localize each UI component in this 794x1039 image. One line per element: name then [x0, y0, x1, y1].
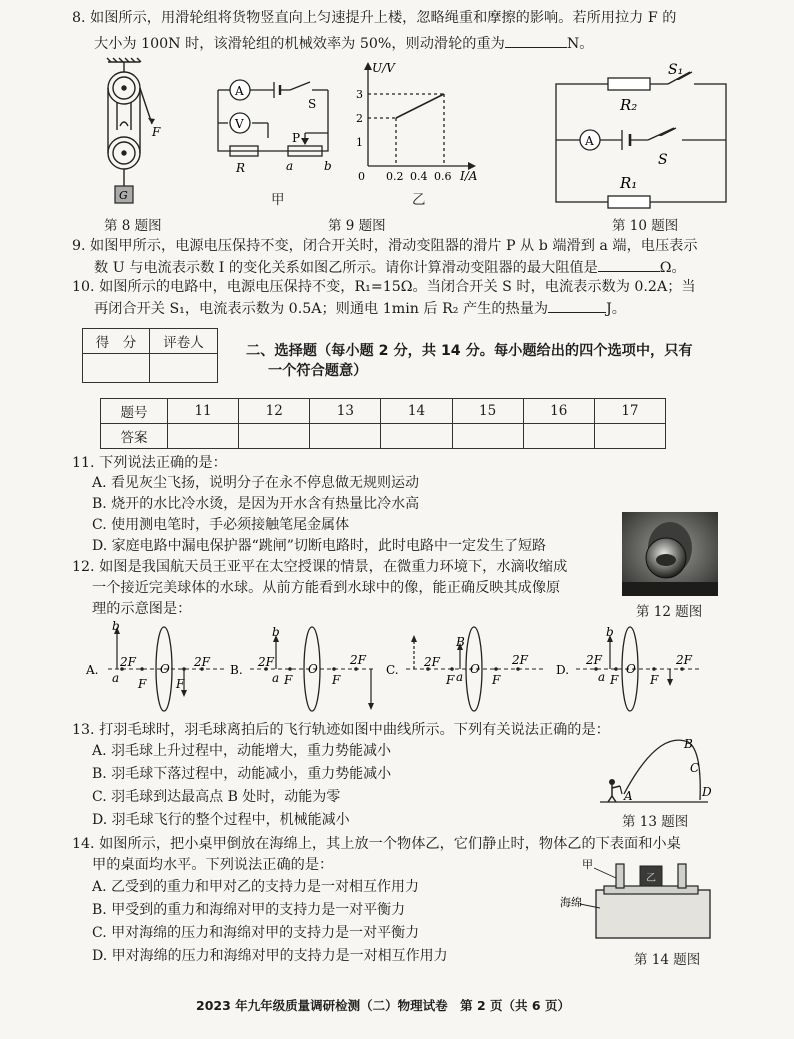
- ammeter-label: A: [585, 134, 594, 148]
- svg-text:O: O: [308, 662, 318, 676]
- svg-text:D.: D.: [556, 663, 570, 677]
- q14-option-a[interactable]: A. 乙受到的重力和甲对乙的支持力是一对相互作用力: [92, 879, 420, 895]
- table-cell: 15: [452, 399, 523, 424]
- table-row: [101, 399, 666, 424]
- circuit-jia: [208, 78, 338, 178]
- svg-text:a: a: [598, 670, 606, 684]
- sponge-label: 海绵: [560, 896, 582, 909]
- svg-text:F: F: [284, 673, 293, 687]
- svg-text:F: F: [650, 673, 659, 687]
- answer-cell[interactable]: [523, 424, 594, 449]
- svg-text:b: b: [112, 619, 120, 633]
- table-jia-label: 甲: [582, 858, 593, 871]
- graph-xlabel: I/A: [460, 169, 478, 183]
- q10-line2: 再闭合开关 S₁，电流表示数为 0.5A；则通电 1min 后 R₂ 产生的热量为 J。: [94, 298, 626, 319]
- q11-option-b[interactable]: B. 烧开的水比冷水烫，是因为开水含有热量比冷水高: [92, 496, 420, 512]
- graph-origin: 0: [358, 170, 365, 183]
- x-tick: 0.6: [434, 170, 452, 183]
- end-a-label: a: [286, 159, 294, 173]
- lens-option-c: [386, 627, 544, 711]
- svg-text:C.: C.: [386, 663, 399, 677]
- q8-line1: 8. 如图所示，用滑轮组将货物竖直向上匀速提升上楼，忽略绳重和摩擦的影响。若所用拉力 F 的: [72, 10, 677, 26]
- switch-s1-label: S₁: [668, 62, 684, 78]
- table-cell: 16: [523, 399, 594, 424]
- point-c: C: [690, 761, 700, 775]
- y-tick: 1: [356, 136, 363, 149]
- table-cell: 11: [168, 399, 239, 424]
- row-header: 题号: [101, 399, 168, 424]
- svg-text:O: O: [626, 662, 636, 676]
- q11-option-c[interactable]: C. 使用测电笔时，手必须接触笔尾金属体: [92, 517, 350, 533]
- q9-line1: 9. 如图甲所示，电源电压保持不变，闭合开关时，滑动变阻器的滑片 P 从 b 端滑到 a 端，电压表示: [72, 238, 698, 254]
- q12-line3: 理的示意图是：: [92, 601, 192, 617]
- svg-text:A.: A.: [86, 663, 99, 677]
- answer-cell[interactable]: [381, 424, 452, 449]
- y-tick: 2: [356, 112, 363, 125]
- fig13-caption: 第 13 题图: [622, 814, 689, 830]
- q13-stem: 13. 打羽毛球时，羽毛球离拍后的飞行轨迹如图中曲线所示。下列有关说法正确的是：: [72, 722, 610, 738]
- answer-cell[interactable]: [168, 424, 239, 449]
- score-cell[interactable]: [83, 354, 150, 383]
- q11-option-a[interactable]: A. 看见灰尘飞扬，说明分子在永不停息做无规则运动: [92, 475, 420, 491]
- svg-text:2F: 2F: [120, 655, 136, 669]
- x-tick: 0.4: [410, 170, 428, 183]
- svg-text:B.: B.: [230, 663, 243, 677]
- table-cell: 17: [594, 399, 665, 424]
- answer-table: [100, 398, 666, 449]
- svg-text:O: O: [470, 662, 480, 676]
- switch-label: S: [308, 97, 317, 111]
- fig9-yi-caption: 乙: [412, 192, 426, 208]
- q9-line2: 数 U 与电流表示数 I 的变化关系如图乙所示。请你计算滑动变阻器的最大阻值是 Ω。: [94, 257, 686, 278]
- svg-text:B: B: [456, 635, 465, 649]
- pulley-figure: [98, 58, 178, 210]
- answer-cell[interactable]: [310, 424, 381, 449]
- svg-text:2F: 2F: [350, 653, 366, 667]
- y-tick: 3: [356, 88, 363, 101]
- score-box: [82, 328, 218, 383]
- force-label: F: [152, 125, 161, 139]
- voltmeter-label: V: [235, 117, 244, 131]
- svg-text:F: F: [492, 673, 501, 687]
- resistor-r2-label: R₂: [620, 96, 638, 114]
- q8-line2: 大小为 100N 时，该滑轮组的机械效率为 50%，则动滑轮的重为 N。: [94, 33, 593, 54]
- q14-option-c[interactable]: C. 甲对海绵的压力和海绵对甲的支持力是一对平衡力: [92, 925, 420, 941]
- q13-option-a[interactable]: A. 羽毛球上升过程中，动能增大，重力势能减小: [92, 743, 392, 759]
- resistor-r1-label: R₁: [620, 174, 638, 192]
- badminton-trajectory: [598, 736, 710, 806]
- ui-graph: [348, 60, 488, 186]
- q12-line1: 12. 如图是我国航天员王亚平在太空授课的情景，在微重力环境下，水滴收缩成: [72, 559, 568, 575]
- table-cell: 12: [239, 399, 310, 424]
- fig10-caption: 第 10 题图: [612, 218, 679, 234]
- resistor-label: R: [236, 161, 246, 175]
- answer-blank[interactable]: [548, 298, 606, 313]
- grader-cell[interactable]: [150, 354, 218, 383]
- svg-text:F: F: [138, 677, 147, 691]
- svg-text:F: F: [610, 673, 619, 687]
- svg-text:2F: 2F: [586, 653, 602, 667]
- q14-option-b[interactable]: B. 甲受到的重力和海绵对甲的支持力是一对平衡力: [92, 902, 406, 918]
- point-a: A: [624, 789, 633, 803]
- sponge-table-figure: [560, 856, 720, 942]
- score-label: 得 分: [83, 329, 150, 354]
- svg-text:2F: 2F: [424, 655, 440, 669]
- table-cell: 13: [310, 399, 381, 424]
- q14-option-d[interactable]: D. 甲对海绵的压力和海绵对甲的支持力是一对相互作用力: [92, 948, 448, 964]
- force-arrow: [148, 118, 155, 124]
- svg-text:F: F: [176, 677, 185, 691]
- q11-option-d[interactable]: D. 家庭电路中漏电保护器“跳闸”切断电路时，此时电路中一定发生了短路: [92, 538, 546, 554]
- answer-cell[interactable]: [239, 424, 310, 449]
- section2-title-cont: 一个符合题意）: [268, 363, 368, 379]
- section2-title: 二、选择题（每小题 2 分，共 14 分。每小题给出的四个选项中，只有: [246, 343, 693, 359]
- svg-text:2F: 2F: [194, 655, 210, 669]
- svg-text:2F: 2F: [258, 655, 274, 669]
- q13-option-b[interactable]: B. 羽毛球下落过程中，动能减小，重力势能减小: [92, 766, 392, 782]
- table-row: [101, 424, 666, 449]
- q14-line2: 甲的桌面均水平。下列说法正确的是：: [92, 857, 334, 873]
- slider-label: P: [292, 131, 301, 145]
- lens-option-a: [85, 619, 224, 711]
- ammeter-label: A: [235, 84, 244, 98]
- svg-text:2F: 2F: [676, 653, 692, 667]
- q13-option-c[interactable]: C. 羽毛球到达最高点 B 处时，动能为零: [92, 789, 341, 805]
- svg-text:O: O: [160, 662, 170, 676]
- lens-option-d: [556, 625, 700, 711]
- q11-stem: 11. 下列说法正确的是：: [72, 455, 227, 471]
- q12-line2: 一个接近完美球体的水球。从前方能看到水球中的像，能正确反映其成像原: [92, 580, 561, 596]
- table-cell: 14: [381, 399, 452, 424]
- cargo-label: G: [119, 189, 128, 202]
- fig12-caption: 第 12 题图: [636, 604, 703, 620]
- q13-option-d[interactable]: D. 羽毛球飞行的整个过程中，机械能减小: [92, 812, 350, 828]
- svg-text:F: F: [332, 673, 341, 687]
- fig8-caption: 第 8 题图: [104, 218, 162, 234]
- svg-text:b: b: [272, 625, 280, 639]
- svg-text:a: a: [112, 671, 120, 685]
- circuit-fig10: [552, 58, 732, 208]
- end-b-label: b: [324, 159, 332, 173]
- answer-blank[interactable]: [598, 257, 660, 272]
- svg-text:a: a: [272, 671, 280, 685]
- answer-cell[interactable]: [594, 424, 665, 449]
- object-yi-label: 乙: [646, 873, 656, 884]
- switch-s-label: S: [658, 152, 668, 168]
- answer-blank[interactable]: [505, 33, 567, 48]
- graph-ylabel: U/V: [372, 61, 395, 75]
- fig9-jia-caption: 甲: [271, 192, 285, 208]
- svg-text:F: F: [446, 673, 455, 687]
- q14-line1: 14. 如图所示，把小桌甲倒放在海绵上，其上放一个物体乙，它们静止时，物体乙的下表面和小桌: [72, 836, 681, 852]
- fig14-caption: 第 14 题图: [634, 952, 701, 968]
- svg-text:a: a: [456, 670, 464, 684]
- fig9-caption: 第 9 题图: [328, 218, 386, 234]
- grader-label: 评卷人: [150, 329, 218, 354]
- lens-option-b: [230, 625, 374, 711]
- svg-text:b: b: [606, 625, 614, 639]
- answer-cell[interactable]: [452, 424, 523, 449]
- lens-diagrams: [84, 618, 714, 710]
- astronaut-photo: [622, 512, 718, 596]
- svg-text:2F: 2F: [512, 653, 528, 667]
- page-footer: 2023 年九年级质量调研检测（二）物理试卷 第 2 页（共 6 页）: [196, 998, 570, 1013]
- row-header: 答案: [101, 424, 168, 449]
- q10-line1: 10. 如图所示的电路中，电源电压保持不变，R₁=15Ω。当闭合开关 S 时，电流表示数为 0.2A；当: [72, 279, 696, 295]
- x-tick: 0.2: [386, 170, 404, 183]
- point-d: D: [702, 785, 712, 799]
- point-b: B: [684, 737, 693, 751]
